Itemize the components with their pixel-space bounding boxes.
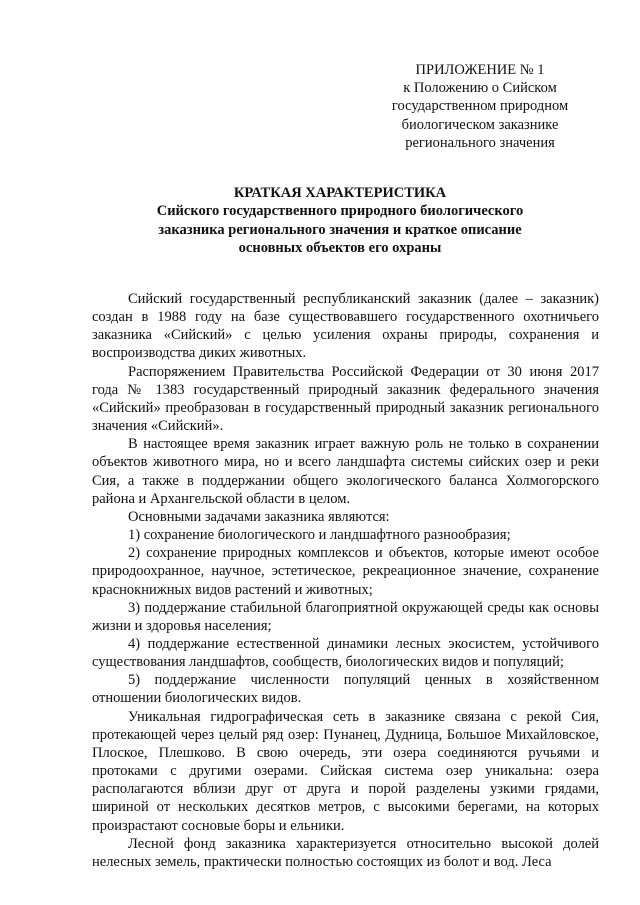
paragraph-forest: Лесной фонд заказника характеризуется относительно высокой долей нелесных земель, практически полностью состоящих из болот и вод. Леса [92,835,599,870]
document-body [92,286,599,871]
task-item-4: 4) поддержание естественной динамики лесных экосистем, устойчивого существования ландшафтов, сообществ, биологических видов и популяций; [92,635,599,671]
title-line: КРАТКАЯ ХАРАКТЕРИСТИКА [233,185,447,201]
paragraph-decree: Распоряжением Правительства Российской Федерации от 30 июня 2017 года № 1383 государственный природный заказник федерального значения «Сийский» преобразован в государственный природный заказник регионального значения «Сийский». [92,363,599,435]
title-line: заказника регионального значения и краткое описание [158,221,522,238]
task-item-1: 1) сохранение биологического и ландшафтного разнообразия; [128,527,511,544]
task-item-5: 5) поддержание численности популяций ценных в хозяйственном отношении биологических видов. [92,672,599,707]
appendix-ref-line: к Положению о Сийском [403,80,557,97]
appendix-ref-line: регионального значения [405,134,555,151]
task-item-3: 3) поддержание стабильной благоприятной окружающей среды как основы жизни и здоровья населения; [92,599,599,634]
paragraph-intro: Сийский государственный республиканский заказник (далее – заказник) создан в 1988 году на базе существовавшего государственного охотничьего заказника «Сийский» с целью усиления охраны природы, сохранения и воспроизводства диких животных. [92,291,599,362]
appendix-header [380,61,580,152]
paragraph-tasks-heading: Основными задачами заказника являются: [128,508,390,525]
title-line: Сийского государственного природного биологического [156,203,524,220]
paragraph-role: В настоящее время заказник играет важную роль не только в сохранении объектов животного мира, но и всего ландшафта системы сийских озер и реки Сия, а также в поддержании общего экологического баланса Холмогорского района и Архангельской области в целом. [92,436,599,507]
title-line: основных объектов его охраны [238,240,442,257]
task-item-2: 2) сохранение природных комплексов и объектов, которые имеют особое природоохранное, научное, эстетическое, рекреационное значение, сохранение краснокнижных видов растений и животных; [92,545,599,598]
appendix-ref-line: государственном природном [391,98,569,115]
appendix-ref-line: биологическом заказнике [401,116,559,133]
appendix-number: ПРИЛОЖЕНИЕ № 1 [415,62,545,78]
document-title [80,184,600,258]
paragraph-hydrography: Уникальная гидрографическая сеть в заказнике связана с рекой Сия, протекающей через целый ряд озер: Пунанец, Дудница, Большое Михайловское, Плоское, Плешково. В свою очередь, эти озера соединяются ручьями и протоками с другими озерами. Сийская система озер уникальна: озера располагаются вблизи друг от друга и порой разделены узкими грядами, шириной от нескольких десятков метров, с высокими берегами, на которых произрастают сосновые боры и ельники. [92,708,599,834]
